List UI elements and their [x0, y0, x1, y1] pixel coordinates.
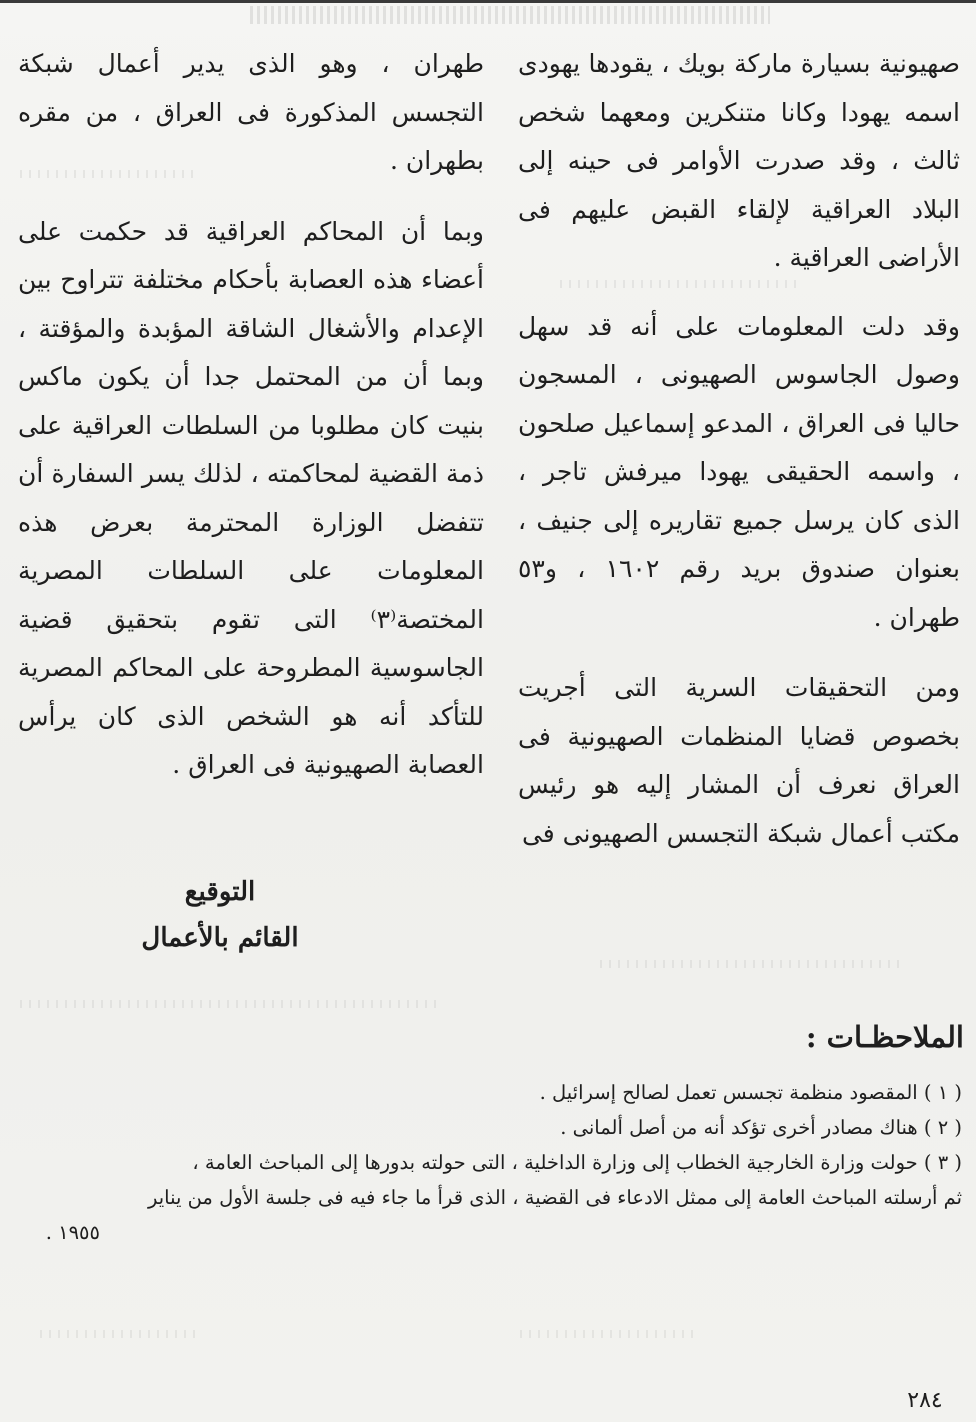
left-paragraph-1: طهران ، وهو الذى يدير أعمال شبكة التجسس المذكورة فى العراق ، من مقره بطهران .	[18, 49, 484, 175]
signature-name: القائم بالأعمال	[141, 923, 299, 953]
footnotes	[10, 1075, 962, 1250]
footnote-3: ( ٣ ) حولت وزارة الخارجية الخطاب إلى وزارة الداخلية ، التى حولته بدورها إلى المباحث العامة ،	[192, 1151, 962, 1174]
right-column	[518, 40, 960, 858]
page-number: ٢٨٤	[907, 1388, 943, 1413]
right-paragraph-1: صهيونية بسيارة ماركة بويك ، يقودها يهودى اسمه يهودا وكانا متنكرين ومعهما شخص ثالث ، وقد صدرت الأوامر فى حينه إلى البلاد العراقية لإلقاء القبض عليهم فى الأراضى العراقية .	[518, 49, 960, 272]
scan-speckle	[600, 960, 900, 968]
footnote-3-year: ١٩٥٥ .	[45, 1221, 100, 1244]
scan-speckle	[40, 1330, 200, 1338]
right-paragraph-3: ومن التحقيقات السرية التى أجريت بخصوص قضايا المنظمات الصهيونية فى العراق نعرف أن المشار إليه هو رئيس مكتب أعمال شبكة التجسس الصهيونى فى	[518, 673, 960, 848]
footnote-3-continuation: ثم أرسلته المباحث العامة إلى ممثل الادعاء فى القضية ، الذى قرأ ما جاء فيه فى جلسة الأول من يناير	[147, 1186, 962, 1209]
header-bleed-through	[250, 6, 770, 24]
scan-speckle	[20, 1000, 440, 1008]
left-column	[18, 40, 484, 790]
notes-heading: الملاحظـات :	[805, 1020, 964, 1054]
footnote-1: ( ١ ) المقصود منظمة تجسس تعمل لصالح إسرائيل .	[539, 1081, 962, 1104]
top-rule	[0, 0, 976, 3]
scan-speckle	[520, 1330, 700, 1338]
left-paragraph-2: وبما أن المحاكم العراقية قد حكمت على أعضاء هذه العصابة بأحكام مختلفة تتراوح بين الإعدام والأشغال الشاقة المؤبدة والمؤقتة ، وبما أن من المحتمل جدا أن يكون ماكس بنيت كان مطلوبا من السلطات العراقية على ذمة القضية لمحاكمته ، لذلك يسر السفارة أن تتفضل الوزارة المحترمة بعرض هذه المعلومات على السلطات المصرية المختصة⁽٣⁾ التى تقوم بتحقيق قضية الجاسوسية المطروحة على المحاكم المصرية للتأكد أنه هو الشخص الذى كان يرأس العصابة الصهيونية فى العراق .	[18, 216, 484, 779]
signature-title: التوقيع	[184, 877, 256, 907]
footnote-2: ( ٢ ) هناك مصادر أخرى تؤكد أنه من أصل ألمانى .	[560, 1116, 962, 1139]
right-paragraph-2: وقد دلت المعلومات على أنه قد سهل وصول الجاسوس الصهيونى ، المسجون حاليا فى العراق ، المدعو إسماعيل صلحون ، واسمه الحقيقى يهودا ميرفش تاجر ، الذى كان يرسل جميع تقاريره إلى جنيف ، بعنوان صندوق بريد رقم ١٦٠٢ ، و٥٣ طهران .	[518, 311, 960, 632]
